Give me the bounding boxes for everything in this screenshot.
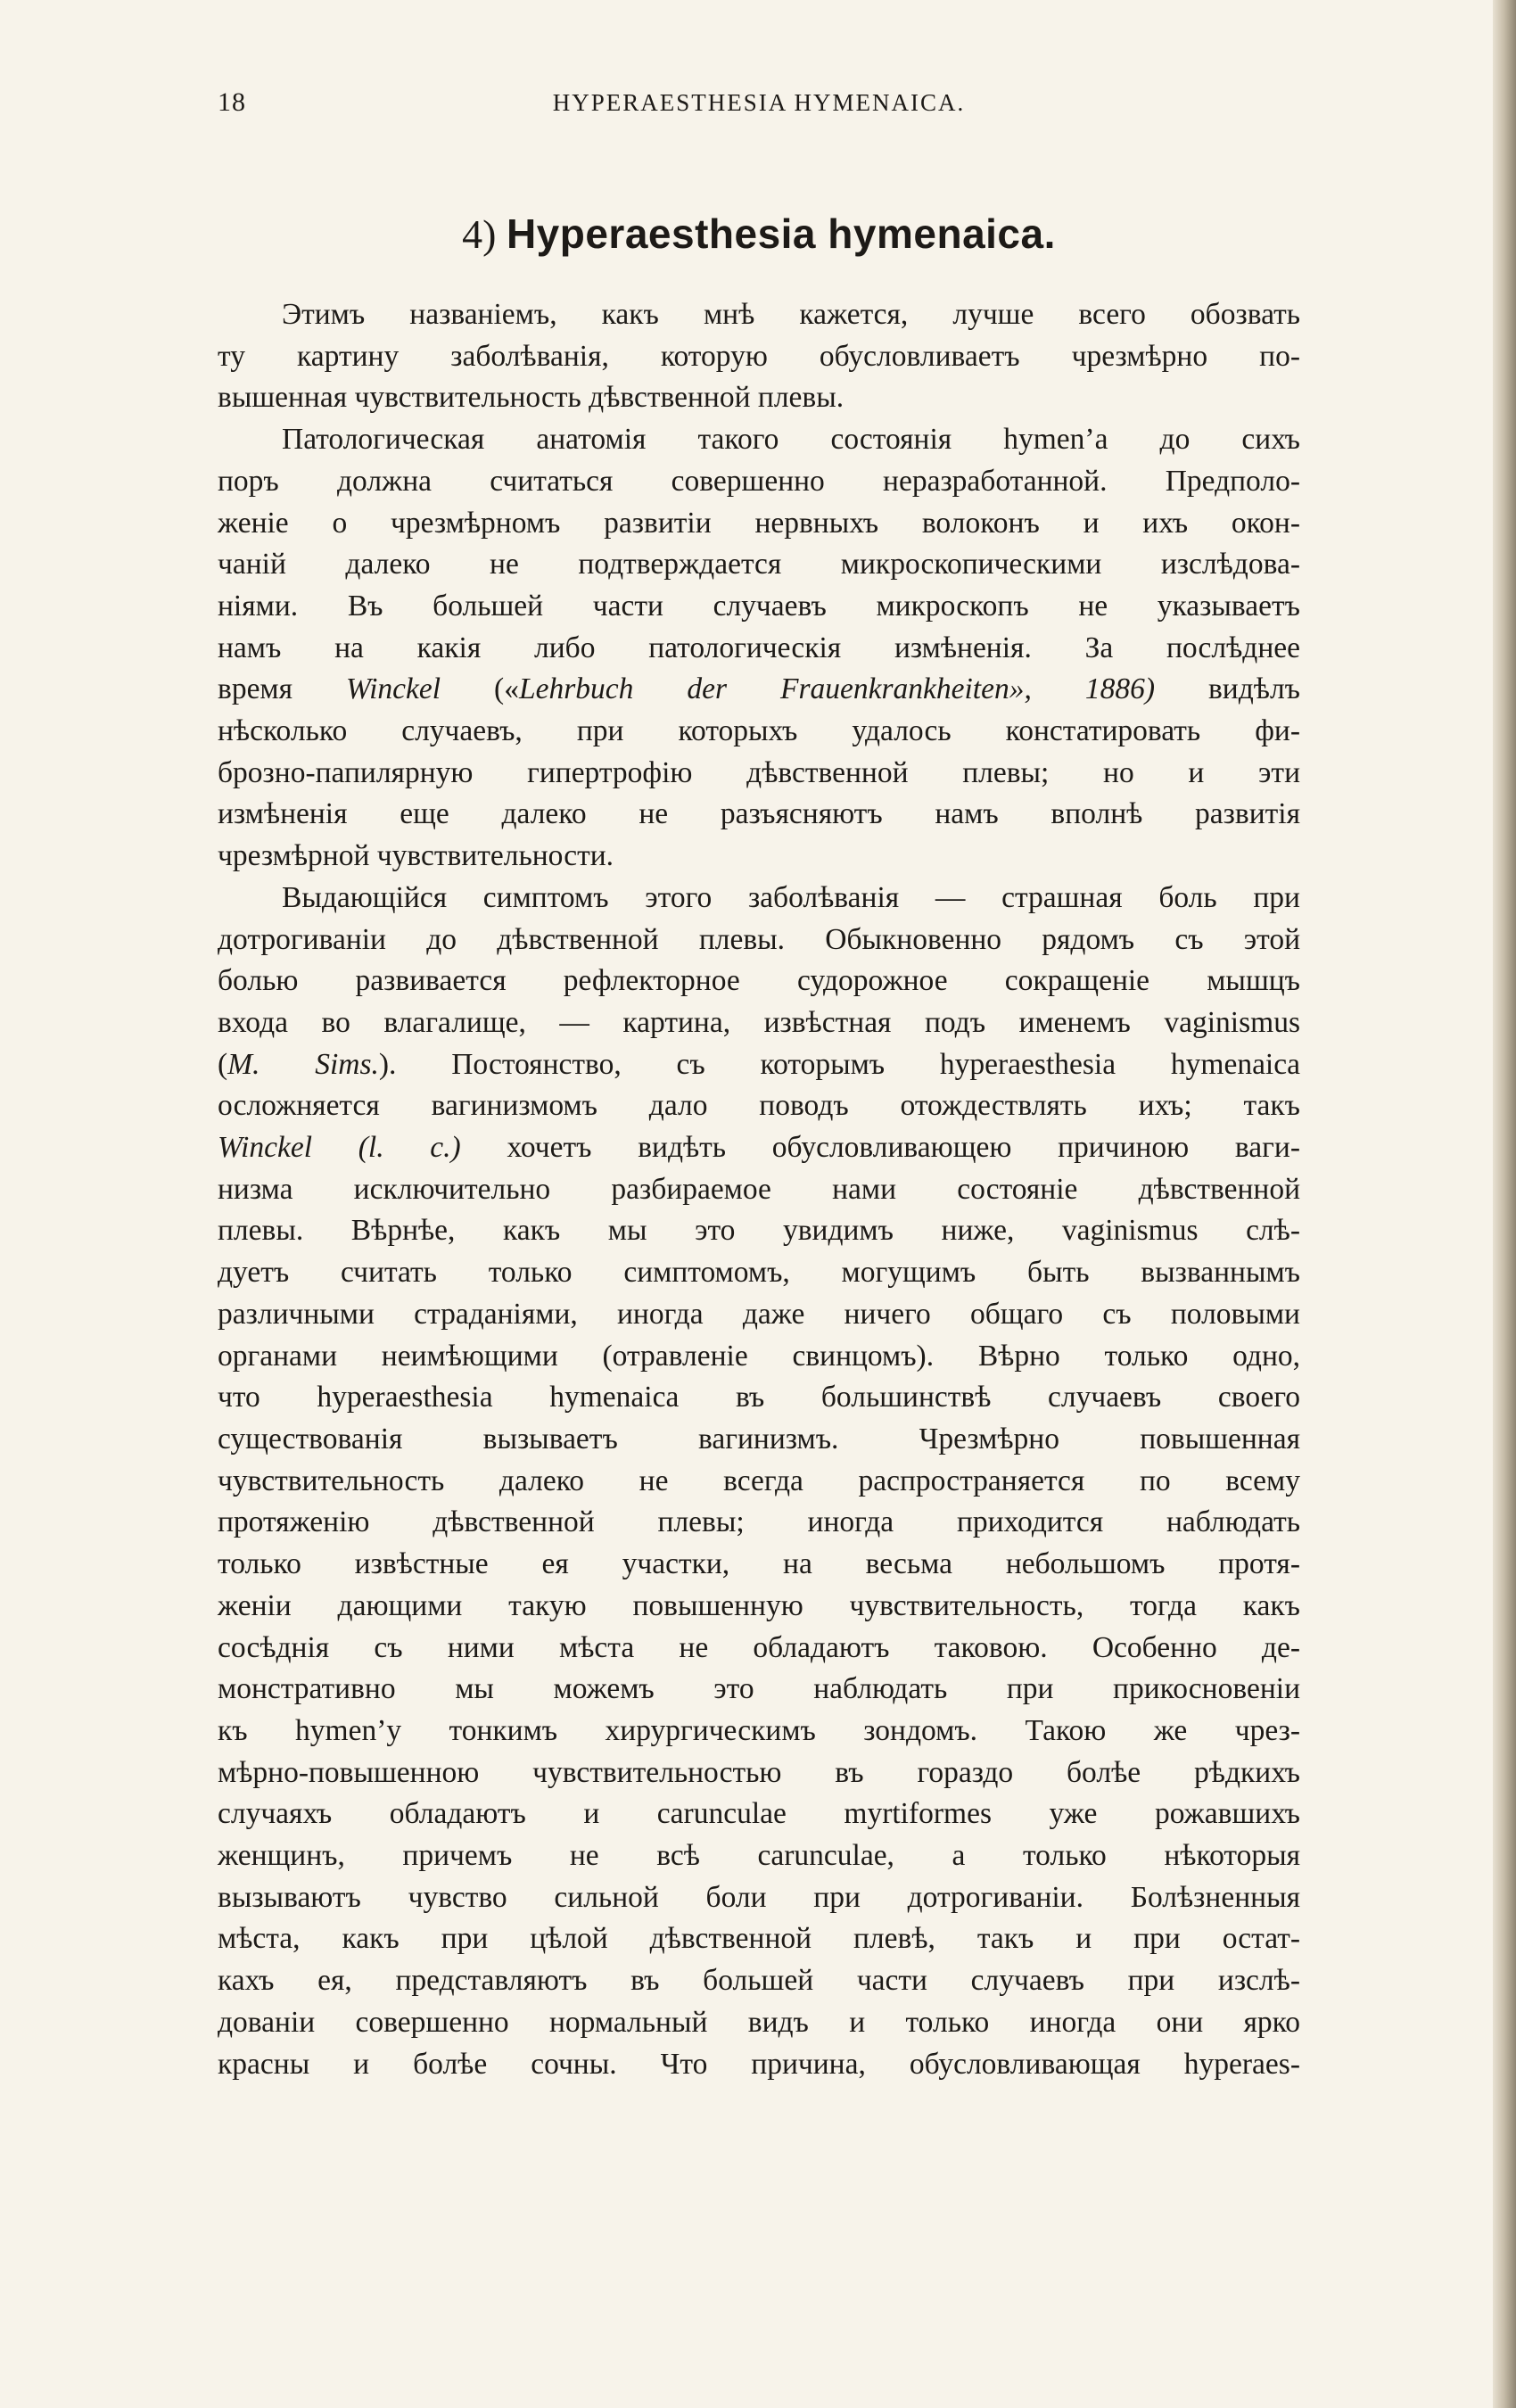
- paragraph-3: [218, 878, 1300, 2085]
- text-line: красны и болѣе сочны. Что причина, обусловливающая hyperaes-: [218, 2047, 1300, 2081]
- citation-ref: (l. c.): [358, 1131, 461, 1165]
- text-line: что hyperaesthesia hymenaica въ большинствѣ случаевъ своего: [218, 1381, 1300, 1414]
- paragraph-1: [218, 294, 1300, 419]
- text-line: существованія вызываетъ вагинизмъ. Чрезмѣрно повышенная: [218, 1422, 1300, 1456]
- text-line: женіе о чрезмѣрномъ развитіи нервныхъ волоконъ и ихъ окон-: [218, 506, 1300, 540]
- citation-line: (M. Sims.). Постоянство, съ которымъ hyperaesthesia hymenaica: [218, 1047, 1300, 1081]
- section-title: [218, 207, 1300, 261]
- citation-line: Winckel (l. c.) хочетъ видѣть обусловливающею причиною ваги-: [218, 1131, 1300, 1165]
- text-line: намъ на какія либо патологическія измѣненія. За послѣднее: [218, 631, 1300, 664]
- text-line: дуетъ считать только симптомомъ, могущимъ быть вызваннымъ: [218, 1256, 1300, 1290]
- text-line: дотрогиваніи до дѣвственной плевы. Обыкновенно рядомъ съ этой: [218, 922, 1300, 956]
- text-line: чрезмѣрной чувствительности.: [218, 839, 614, 873]
- running-head: HYPERAESTHESIA HYMENAICA.: [552, 89, 966, 116]
- text-line: кахъ ея, представляютъ въ большей части случаевъ при изслѣ-: [218, 1964, 1300, 1998]
- section-heading: Hyperaesthesia hymenaica.: [506, 210, 1056, 257]
- text-line: Выдающійся симптомъ этого заболѣванія — страшная боль при: [282, 880, 1300, 914]
- page-spine-shadow: [1493, 0, 1516, 2408]
- section-number: 4): [462, 211, 497, 257]
- text-line: различными страданіями, иногда даже ничего общаго съ половыми: [218, 1297, 1300, 1331]
- text-line: къ hymen’у тонкимъ хирургическимъ зондомъ. Такою же чрез-: [218, 1713, 1300, 1747]
- text-line: измѣненія еще далеко не разъясняютъ намъ вполнѣ развитія: [218, 797, 1300, 831]
- text-line: брозно-папилярную гипертрофію дѣвственной плевы; но и эти: [218, 755, 1300, 789]
- author-name: M. Sims.: [227, 1047, 379, 1081]
- text-line: женщинъ, причемъ не всѣ carunculae, а только нѣкоторыя: [218, 1839, 1300, 1873]
- text-line: поръ должна считаться совершенно неразработанной. Предполо-: [218, 464, 1300, 498]
- text-line: ніями. Въ большей части случаевъ микроскопъ не указываетъ: [218, 589, 1300, 623]
- text-line: чувствительность далеко не всегда распространяется по всему: [218, 1464, 1300, 1497]
- text-line: монстративно мы можемъ это наблюдать при прикосновеніи: [218, 1672, 1300, 1706]
- paragraph-2: [218, 419, 1300, 878]
- text-line: низма исключительно разбираемое нами состояніе дѣвственной: [218, 1172, 1300, 1206]
- text-line: мѣрно-повышенною чувствительностью въ гораздо болѣе рѣдкихъ: [218, 1755, 1300, 1789]
- text-line: входа во влагалище, — картина, извѣстная подъ именемъ vaginismus: [218, 1005, 1300, 1039]
- text-line: вызываютъ чувство сильной боли при дотрогиваніи. Болѣзненныя: [218, 1880, 1300, 1914]
- book-title: Lehrbuch der Frauenkrankheiten: [518, 672, 1009, 706]
- author-name: Winckel: [346, 672, 441, 706]
- body-text: [218, 294, 1300, 2085]
- text-line: Патологическая анатомія такого состоянія hymen’а до сихъ: [282, 423, 1300, 457]
- text-line: Этимъ названіемъ, какъ мнѣ кажется, лучше всего обозвать: [282, 298, 1300, 331]
- text-line: случаяхъ обладаютъ и carunculae myrtiformes уже рожавшихъ: [218, 1797, 1300, 1831]
- citation-line: время Winckel («Lehrbuch der Frauenkrankheiten», 1886) видѣлъ: [218, 672, 1301, 706]
- page-number: 18: [218, 87, 246, 117]
- text-line: вышенная чувствительность дѣвственной плевы.: [218, 381, 845, 415]
- text-line: сосѣднія съ ними мѣста не обладаютъ таковою. Особенно де-: [218, 1630, 1300, 1664]
- text-line: органами неимѣющими (отравленіе свинцомъ). Вѣрно только одно,: [218, 1339, 1300, 1373]
- text-line: мѣста, какъ при цѣлой дѣвственной плевѣ, такъ и при остат-: [218, 1922, 1300, 1956]
- text-line: только извѣстные ея участки, на весьма небольшомъ протя-: [218, 1547, 1300, 1581]
- text-line: чаній далеко не подтверждается микроскопическими изслѣдова-: [218, 548, 1300, 581]
- text-line: осложняется вагинизмомъ дало поводъ отождествлять ихъ; такъ: [218, 1089, 1300, 1123]
- text-line: протяженію дѣвственной плевы; иногда приходится наблюдать: [218, 1505, 1300, 1539]
- text-line: дованіи совершенно нормальный видъ и только иногда они ярко: [218, 2005, 1300, 2039]
- text-line: плевы. Вѣрнѣе, какъ мы это увидимъ ниже, vaginismus слѣ-: [218, 1214, 1300, 1248]
- author-name: Winckel: [218, 1131, 313, 1165]
- text-line: болью развивается рефлекторное судорожное сокращеніе мышцъ: [218, 964, 1300, 998]
- text-line: нѣсколько случаевъ, при которыхъ удалось констатировать фи-: [218, 714, 1300, 748]
- page-header: [218, 87, 1300, 132]
- text-line: женіи дающими такую повышенную чувствительность, тогда какъ: [218, 1588, 1300, 1622]
- text-line: ту картину заболѣванія, которую обусловливаетъ чрезмѣрно по-: [218, 339, 1300, 373]
